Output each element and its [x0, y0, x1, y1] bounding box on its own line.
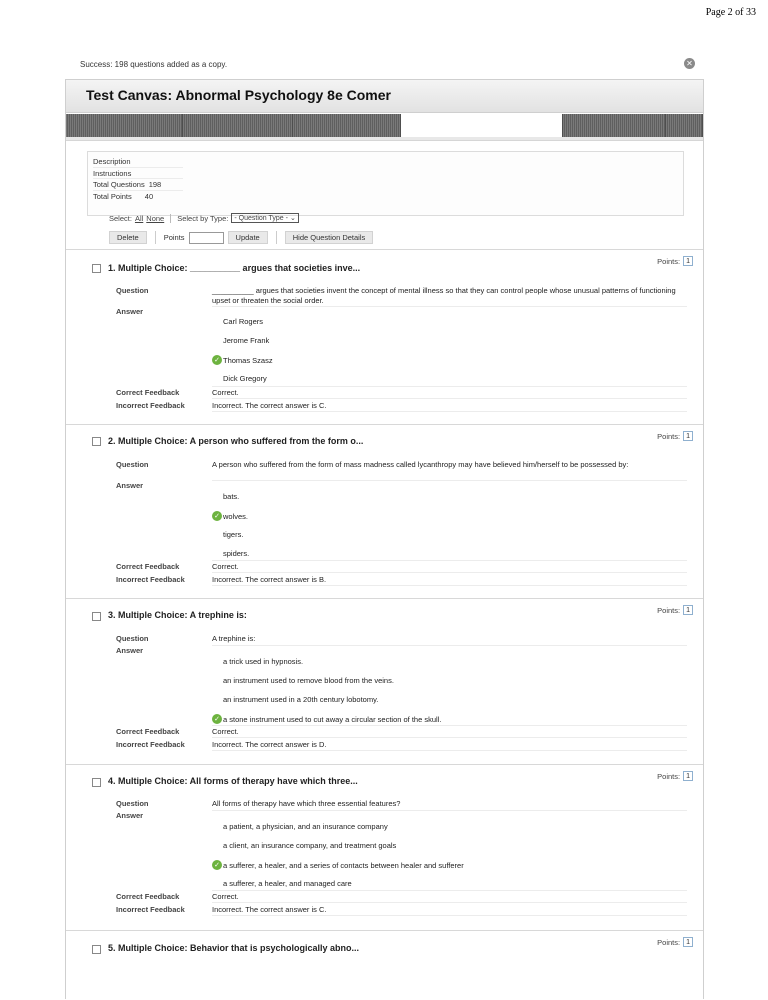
- tab-6[interactable]: [666, 114, 703, 137]
- checkmark-icon: ✓: [212, 511, 222, 521]
- answer-option: an instrument used in a 20th century lobotomy.: [223, 695, 379, 704]
- question-points: Points: 1: [657, 771, 693, 781]
- question-title[interactable]: 4. Multiple Choice: All forms of therapy have which three...: [108, 776, 358, 786]
- action-row: [109, 231, 373, 244]
- correct-feedback-label: Correct Feedback: [116, 388, 180, 397]
- points-input[interactable]: [189, 232, 224, 244]
- question-title[interactable]: 1. Multiple Choice: __________ argues that societies inve...: [108, 263, 361, 273]
- answer-option-correct: ✓ a stone instrument used to cut away a circular section of the skull.: [212, 714, 441, 724]
- question-item: [66, 424, 703, 598]
- tab-active[interactable]: [401, 114, 563, 137]
- correct-feedback-label: Correct Feedback: [116, 727, 180, 736]
- question-title[interactable]: 5. Multiple Choice: Behavior that is psychologically abno...: [108, 943, 360, 953]
- question-text: A person who suffered from the form of mass madness called lycanthropy may have believed him/herself to be possessed by:: [212, 460, 687, 481]
- question-points: Points: 1: [657, 605, 693, 615]
- incorrect-feedback: Incorrect. The correct answer is C.: [212, 401, 687, 412]
- answer-option: tigers.: [223, 530, 244, 539]
- question-checkbox[interactable]: [92, 945, 101, 954]
- select-none-link[interactable]: None: [146, 213, 165, 223]
- success-message: Success: 198 questions added as a copy.: [80, 60, 228, 69]
- answer-label: Answer: [116, 307, 144, 316]
- page-title: Test Canvas: Abnormal Psychology 8e Comer: [86, 87, 391, 103]
- question-text: All forms of therapy have which three essential features?: [212, 799, 687, 811]
- incorrect-feedback: Incorrect. The correct answer is C.: [212, 905, 687, 916]
- correct-feedback: Correct.: [212, 727, 687, 738]
- answer-option: a client, an insurance company, and treatment goals: [223, 841, 397, 850]
- question-checkbox[interactable]: [92, 778, 101, 787]
- select-label: Select:: [109, 213, 132, 223]
- answer-label: Answer: [116, 646, 144, 655]
- tab-5[interactable]: [563, 114, 666, 137]
- question-item: [66, 764, 703, 930]
- desc-row-total-questions: Total Questions 198: [93, 179, 183, 191]
- divider: [212, 725, 687, 726]
- points-value[interactable]: 1: [683, 937, 693, 947]
- desc-row-description: Description: [93, 156, 183, 168]
- answer-option: Jerome Frank: [223, 336, 270, 345]
- tab-underline: [66, 137, 703, 141]
- question-item: [66, 598, 703, 764]
- points-label: Points: [163, 233, 185, 242]
- question-label: Question: [116, 460, 149, 469]
- select-all-link[interactable]: All: [134, 213, 144, 223]
- question-label: Question: [116, 286, 149, 295]
- question-checkbox[interactable]: [92, 612, 101, 621]
- answer-option: a sufferer, a healer, and managed care: [223, 879, 352, 888]
- hide-question-details-button[interactable]: Hide Question Details: [285, 231, 374, 244]
- page-number: Page 2 of 33: [705, 7, 756, 18]
- points-value[interactable]: 1: [683, 605, 693, 615]
- separator: [155, 231, 156, 244]
- description-box: [87, 151, 684, 216]
- incorrect-feedback-label: Incorrect Feedback: [116, 575, 185, 584]
- incorrect-feedback-label: Incorrect Feedback: [116, 740, 185, 749]
- answer-label: Answer: [116, 811, 144, 820]
- tab-3[interactable]: [293, 114, 401, 137]
- correct-feedback: Correct.: [212, 562, 687, 573]
- incorrect-feedback-label: Incorrect Feedback: [116, 905, 185, 914]
- checkmark-icon: ✓: [212, 714, 222, 724]
- select-row: [109, 213, 299, 223]
- answer-label: Answer: [116, 481, 144, 490]
- question-item: [66, 930, 703, 1000]
- question-type-select[interactable]: - Question Type - ⌄: [231, 213, 298, 223]
- answer-option: bats.: [223, 492, 240, 501]
- correct-feedback-label: Correct Feedback: [116, 892, 180, 901]
- separator: [276, 231, 277, 244]
- desc-row-total-points: Total Points 40: [93, 191, 154, 201]
- question-checkbox[interactable]: [92, 264, 101, 273]
- question-title[interactable]: 2. Multiple Choice: A person who suffered from the form o...: [108, 436, 364, 446]
- tab-1[interactable]: [66, 114, 183, 137]
- answer-option-correct: ✓ a sufferer, a healer, and a series of contacts between healer and sufferer: [212, 860, 464, 870]
- points-value[interactable]: 1: [683, 771, 693, 781]
- answer-option: Carl Rogers: [223, 317, 264, 326]
- answer-option: an instrument used to remove blood from the veins.: [223, 676, 394, 685]
- tab-bar: [66, 114, 703, 137]
- question-label: Question: [116, 799, 149, 808]
- select-by-type-label: Select by Type:: [177, 213, 229, 223]
- question-title[interactable]: 3. Multiple Choice: A trephine is:: [108, 610, 247, 620]
- close-icon[interactable]: ✕: [684, 58, 695, 69]
- delete-button[interactable]: Delete: [109, 231, 147, 244]
- checkmark-icon: ✓: [212, 860, 222, 870]
- correct-feedback-label: Correct Feedback: [116, 562, 180, 571]
- answer-option: Dick Gregory: [223, 374, 267, 383]
- desc-row-instructions: Instructions: [93, 168, 183, 180]
- chevron-down-icon: ⌄: [289, 214, 296, 222]
- divider: [212, 560, 687, 561]
- correct-feedback: Correct.: [212, 892, 687, 903]
- question-label: Question: [116, 634, 149, 643]
- question-checkbox[interactable]: [92, 437, 101, 446]
- test-canvas: [65, 79, 704, 999]
- points-value[interactable]: 1: [683, 256, 693, 266]
- answer-option: a patient, a physician, and an insurance company: [223, 822, 388, 831]
- question-item: [66, 249, 703, 424]
- separator: [170, 214, 171, 223]
- answer-option: a trick used in hypnosis.: [223, 657, 304, 666]
- incorrect-feedback-label: Incorrect Feedback: [116, 401, 185, 410]
- incorrect-feedback: Incorrect. The correct answer is D.: [212, 740, 687, 751]
- points-value[interactable]: 1: [683, 431, 693, 441]
- question-points: Points: 1: [657, 431, 693, 441]
- incorrect-feedback: Incorrect. The correct answer is B.: [212, 575, 687, 586]
- answer-option: spiders.: [223, 549, 250, 558]
- divider: [212, 890, 687, 891]
- tab-2[interactable]: [183, 114, 293, 137]
- question-points: Points: 1: [657, 937, 693, 947]
- question-text: A trephine is:: [212, 634, 687, 646]
- correct-feedback: Correct.: [212, 388, 687, 399]
- question-points: Points: 1: [657, 256, 693, 266]
- answer-option-correct: ✓ wolves.: [212, 511, 248, 521]
- checkmark-icon: ✓: [212, 355, 222, 365]
- update-button[interactable]: Update: [228, 231, 268, 244]
- divider: [212, 386, 687, 387]
- question-text: __________ argues that societies invent the concept of mental illness so that they can control people whose unusual patterns of functioning upset or threaten the social order.: [212, 286, 687, 307]
- answer-option-correct: ✓ Thomas Szasz: [212, 355, 273, 365]
